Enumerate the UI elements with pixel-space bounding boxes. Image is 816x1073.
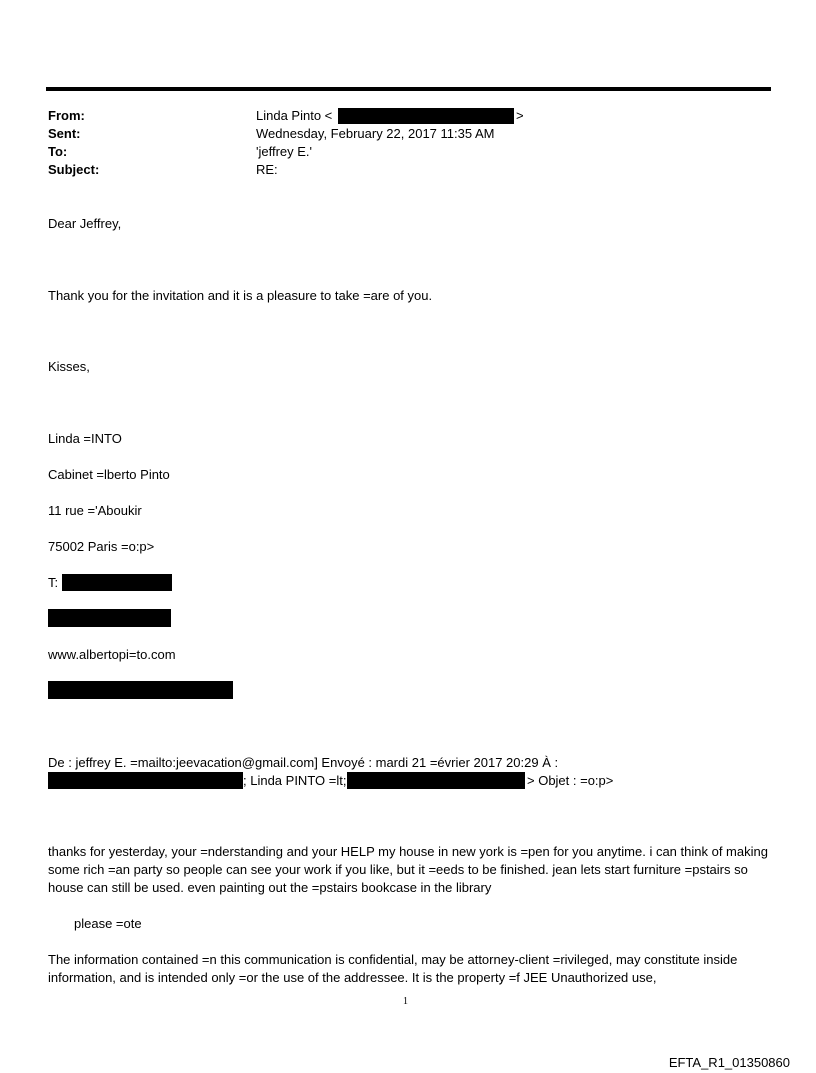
signature-street: 11 rue ='Aboukir [48, 503, 142, 518]
signature-phone-label: T: [48, 575, 59, 590]
disclaimer: The information contained =n this communication is confidential, may be attorney-client =rivileged, may constitute inside information, and is intended only =or the use of the addressee. It is the property =f JEE Unauthorized use, [48, 952, 738, 985]
closing: Kisses, [48, 359, 90, 374]
redaction-recipient [48, 772, 243, 789]
from-value [256, 107, 332, 125]
from-close: > [516, 108, 524, 123]
sent-value: Wednesday, February 22, 2017 11:35 AM [256, 126, 495, 141]
greeting: Dear Jeffrey, [48, 216, 122, 231]
to-value: 'jeffrey E.' [256, 144, 313, 159]
from-label: From: [48, 108, 85, 123]
quoted-header-line2a: ; Linda PINTO =lt; [243, 773, 347, 788]
from-name: Linda Pinto < [256, 108, 333, 123]
signature-name: Linda =INTO [48, 431, 122, 446]
redaction-from-email [338, 108, 514, 124]
sent-label: Sent: [48, 126, 81, 141]
quoted-header-line1: De : jeffrey E. =mailto:jeevacation@gmail.com] Envoyé : mardi 21 =évrier 2017 20:29 À : [48, 755, 559, 770]
header-rule [46, 87, 771, 91]
document-id: EFTA_R1_01350860 [668, 1055, 790, 1070]
quoted-message: thanks for yesterday, your =nderstanding and your HELP my house in new york is =pen for you anytime. i can think of making some rich =an party so people can see your work if you like, but it =eeds to be finished. jean lets start furniture =pstairs so house can still be used. even painting out the =pstairs bookcase in the library [48, 844, 768, 895]
quoted-header-line2b: > Objet : =o:p> [527, 773, 614, 788]
redaction-phone [62, 574, 172, 591]
redaction-email [48, 681, 233, 699]
redaction-recipient-email [347, 772, 525, 789]
body-line: Thank you for the invitation and it is a pleasure to take =are of you. [48, 288, 433, 303]
subject-label: Subject: [48, 162, 100, 177]
signature-city: 75002 Paris =o:p> [48, 539, 155, 554]
page-number: 1 [403, 996, 408, 1007]
redaction-line [48, 609, 171, 627]
signature-firm: Cabinet =lberto Pinto [48, 467, 170, 482]
subject-value: RE: [256, 162, 278, 177]
signature-website: www.albertopi=to.com [48, 647, 176, 662]
quoted-note: please =ote [74, 916, 142, 931]
to-label: To: [48, 144, 68, 159]
